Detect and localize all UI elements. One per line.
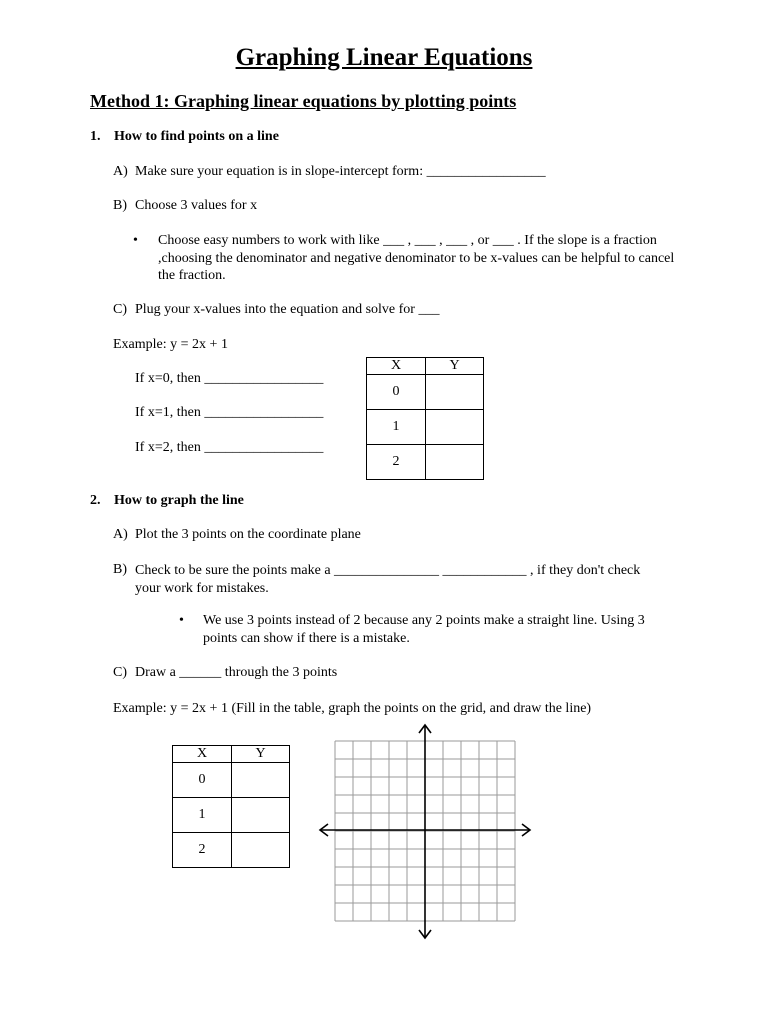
table-cell-y[interactable] [232, 763, 290, 798]
table-cell-x: 1 [367, 410, 426, 445]
step-label: A) [113, 527, 128, 542]
table-cell-x: 2 [173, 833, 232, 868]
coordinate-grid[interactable] [316, 722, 536, 942]
bullet-icon: • [179, 613, 184, 628]
if-line-2: If x=2, then _________________ [135, 440, 324, 455]
xy-table-2 [172, 745, 290, 868]
table-cell-x: 0 [173, 763, 232, 798]
table-cell-x: 2 [367, 445, 426, 480]
section-2-bullet: We use 3 points instead of 2 because any 2 points make a straight line. Using 3 points can show if there is a mistake. [203, 613, 645, 646]
table-header-x: X [367, 358, 426, 375]
section-1-bullet: Choose easy numbers to work with like ___ , ___ , ___ , or ___ . If the slope is a fraction ,choosing the denominator and negative denominator to be x-values can be helpful to cancel the fraction. [158, 233, 675, 283]
step-text: Choose 3 values for x [135, 198, 258, 213]
method-heading: Method 1: Graphing linear equations by plotting points [90, 91, 517, 111]
step-label: C) [113, 665, 127, 680]
step-text: Plot the 3 points on the coordinate plane [135, 527, 361, 542]
page-title: Graphing Linear Equations [235, 44, 533, 71]
step-label: A) [113, 164, 128, 179]
if-line-0: If x=0, then _________________ [135, 371, 324, 386]
table-header-x: X [173, 746, 232, 763]
section-1-title: How to find points on a line [114, 129, 279, 144]
table-cell-y[interactable] [426, 410, 484, 445]
step-text: Draw a ______ through the 3 points [135, 665, 338, 680]
step-label: C) [113, 302, 127, 317]
table-cell-x: 1 [173, 798, 232, 833]
bullet-icon: • [133, 233, 138, 248]
section-2-number: 2. [90, 493, 101, 508]
table-cell-y[interactable] [426, 445, 484, 480]
step-label: B) [113, 198, 127, 213]
table-header-y: Y [426, 358, 484, 375]
if-line-1: If x=1, then _________________ [135, 405, 324, 420]
section-2-title: How to graph the line [114, 493, 244, 508]
table-cell-y[interactable] [232, 833, 290, 868]
table-header-y: Y [232, 746, 290, 763]
step-label: B) [113, 562, 127, 577]
xy-table-1 [366, 357, 484, 480]
section-2-step-b-text: Check to be sure the points make a _______________ ____________ , if they don't check your work for mistakes. [135, 563, 641, 596]
section-1-example: Example: y = 2x + 1 [113, 337, 228, 352]
table-cell-y[interactable] [426, 375, 484, 410]
step-text: Plug your x-values into the equation and solve for ___ [135, 302, 440, 317]
section-1-number: 1. [90, 129, 101, 144]
table-cell-x: 0 [367, 375, 426, 410]
step-text: Make sure your equation is in slope-intercept form: _________________ [135, 164, 546, 179]
table-cell-y[interactable] [232, 798, 290, 833]
section-2-example: Example: y = 2x + 1 (Fill in the table, graph the points on the grid, and draw the line) [113, 701, 592, 716]
